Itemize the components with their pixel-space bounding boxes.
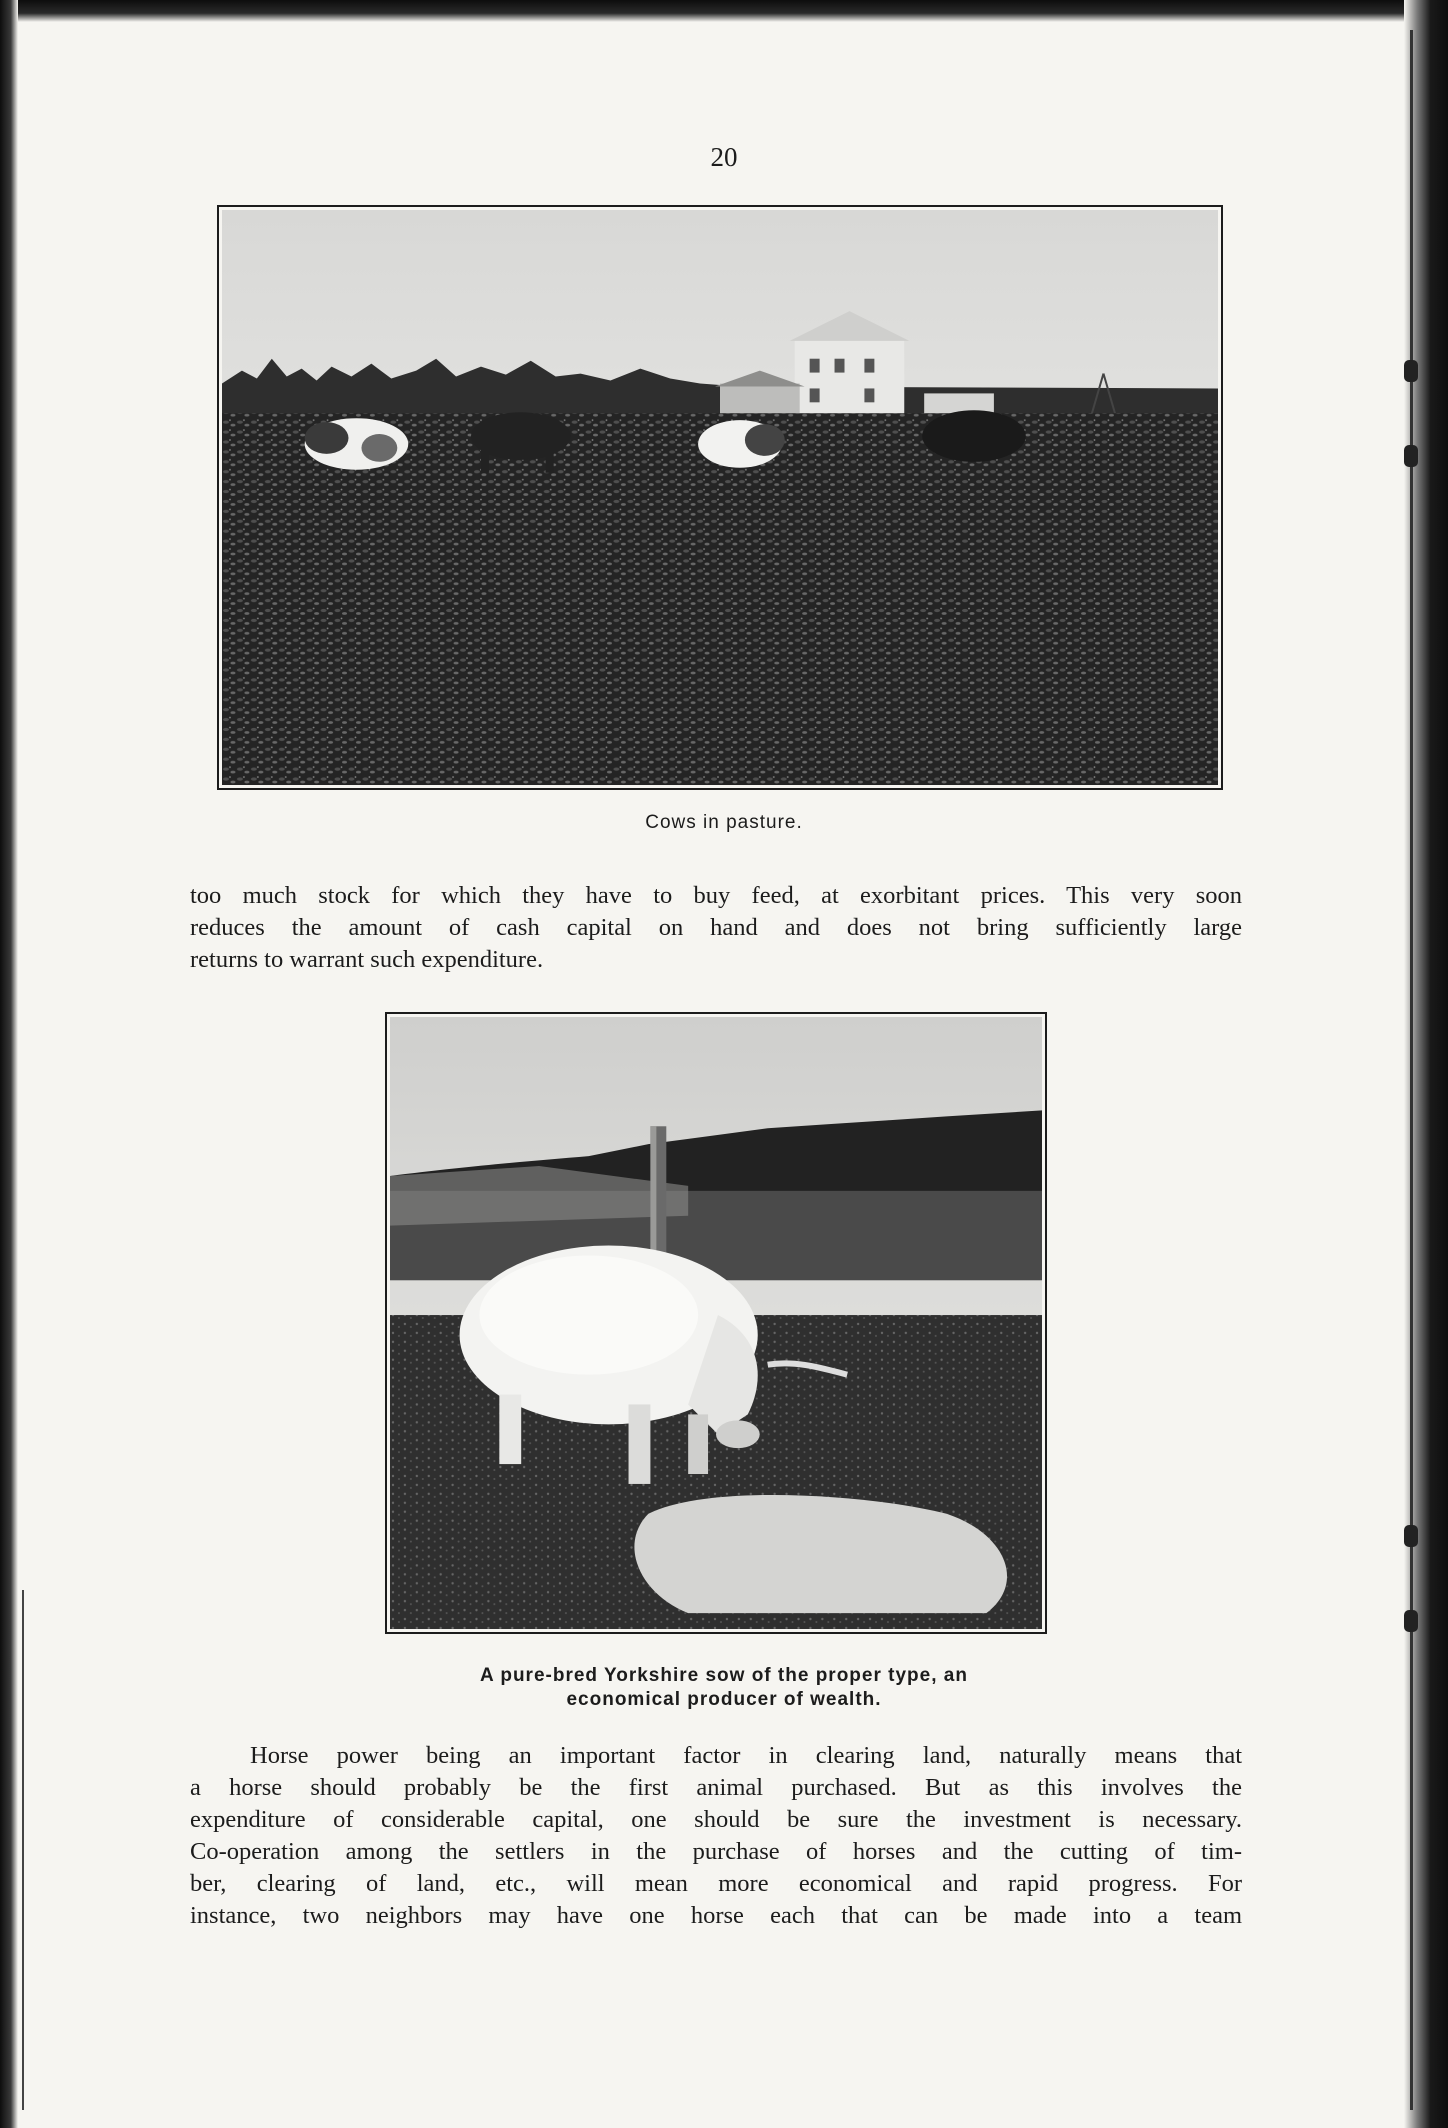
yorkshire-sow-photo-icon bbox=[390, 1017, 1042, 1629]
text-line: returns to warrant such expenditure. bbox=[190, 946, 544, 973]
figure-caption bbox=[0, 1664, 1448, 1712]
text-line: reduces the amount of cash capital on hand and does not bring sufficiently large bbox=[190, 914, 1242, 941]
paragraph bbox=[190, 880, 1242, 976]
caption-line: A pure-bred Yorkshire sow of the proper type, an bbox=[480, 1665, 968, 1686]
caption-line: economical producer of wealth. bbox=[566, 1689, 882, 1710]
binding-spine bbox=[1410, 30, 1413, 2110]
cows-pasture-photo-icon bbox=[222, 210, 1218, 785]
page-number: 20 bbox=[710, 142, 738, 172]
text-line: Horse power being an important factor in clearing land, naturally means that bbox=[250, 1742, 1242, 1769]
scan-edge-top bbox=[0, 0, 1448, 22]
text-line: instance, two neighbors may have one horse each that can be made into a team bbox=[190, 1902, 1242, 1929]
binding-stitch bbox=[1404, 1610, 1418, 1632]
paragraph bbox=[190, 1740, 1242, 1932]
binding-stitch bbox=[1404, 445, 1418, 467]
figure-caption: Cows in pasture. bbox=[645, 812, 803, 833]
binding-stitch bbox=[1404, 360, 1418, 382]
text-line: a horse should probably be the first animal purchased. But as this involves the bbox=[190, 1774, 1242, 1801]
yorkshire-sow-photo bbox=[385, 1012, 1047, 1634]
text-line: ber, clearing of land, etc., will mean more economical and rapid progress. For bbox=[190, 1870, 1242, 1897]
text-line: expenditure of considerable capital, one should be sure the investment is necessary. bbox=[190, 1806, 1242, 1833]
text-line: too much stock for which they have to buy feed, at exorbitant prices. This very soon bbox=[190, 882, 1242, 909]
text-line: Co-operation among the settlers in the purchase of horses and the cutting of tim- bbox=[190, 1838, 1242, 1865]
binding-stitch bbox=[1404, 1525, 1418, 1547]
cows-pasture-photo bbox=[217, 205, 1223, 790]
scan-edge-left bbox=[0, 0, 18, 2128]
